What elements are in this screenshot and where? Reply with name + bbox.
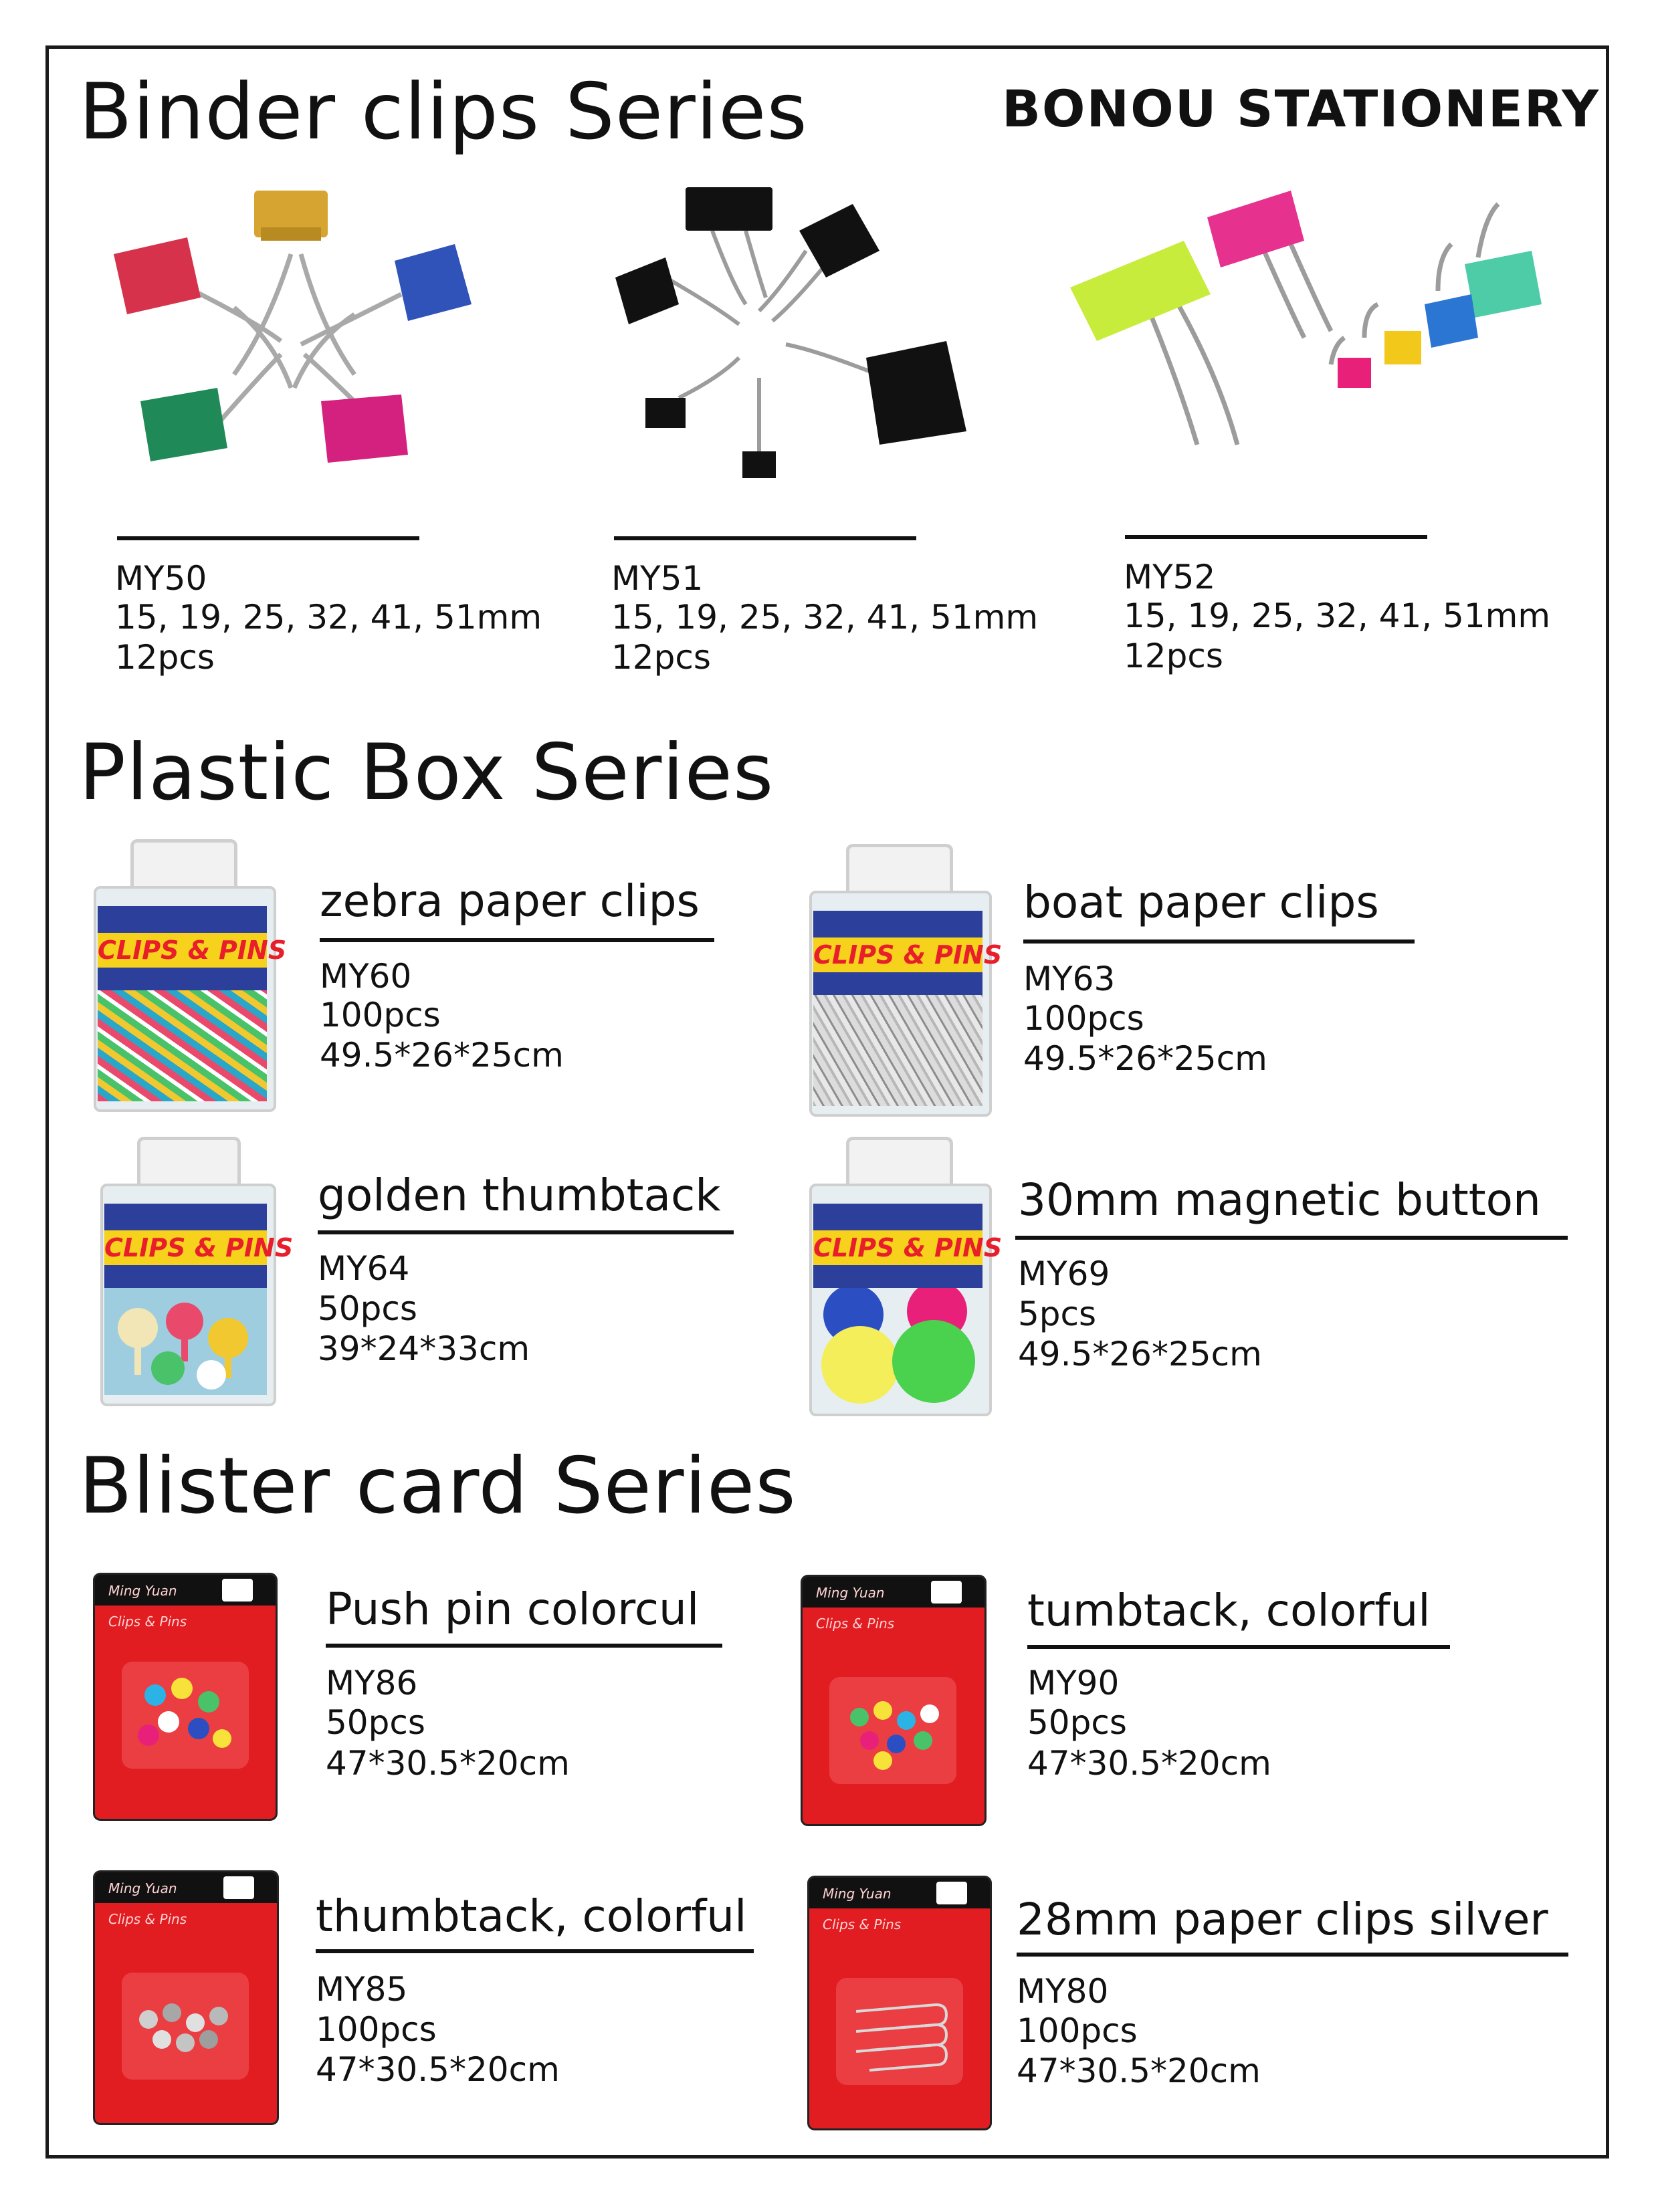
product-rule	[1023, 939, 1415, 944]
product-name: 30mm magnetic button	[1018, 1174, 1541, 1226]
package-label: CLIPS & PINS	[104, 1233, 294, 1262]
product-qty: 12pcs	[115, 638, 215, 677]
product-qty: 100pcs	[316, 2010, 437, 2049]
product-rule	[316, 1949, 754, 1953]
product-size: 39*24*33cm	[318, 1329, 530, 1368]
boat-clips-package-image	[809, 844, 1003, 1111]
product-rule	[1017, 1953, 1568, 1957]
product-rule	[1125, 535, 1427, 539]
colorful-binder-clips-image	[100, 174, 482, 508]
product-qty: 5pcs	[1018, 1295, 1097, 1333]
card-brand: Ming Yuan	[823, 1886, 892, 1902]
blister-section-title: Blister card Series	[79, 1441, 797, 1531]
product-rule	[320, 938, 714, 942]
product-sizes: 15, 19, 25, 32, 41, 51mm	[115, 598, 542, 637]
product-qty: 100pcs	[1017, 2011, 1138, 2050]
magnetic-button-package-image	[809, 1137, 1003, 1411]
brand-name: BONOU STATIONERY	[1002, 79, 1600, 138]
neon-binder-clips-image	[1063, 177, 1585, 471]
thumbtack-blister-image	[95, 1872, 277, 2123]
product-size: 47*30.5*20cm	[1027, 1744, 1271, 1783]
product-rule	[1027, 1645, 1450, 1649]
package-label: CLIPS & PINS	[813, 940, 1003, 970]
binder-section-title: Binder clips Series	[79, 67, 808, 157]
product-size: 49.5*26*25cm	[1018, 1335, 1262, 1373]
push-pin-blister-image	[95, 1575, 276, 1819]
product-rule	[318, 1230, 734, 1234]
product-qty: 12pcs	[1124, 637, 1223, 675]
product-rule	[614, 536, 916, 540]
product-name: 28mm paper clips silver	[1017, 1894, 1548, 1945]
plastic-section-title: Plastic Box Series	[79, 728, 774, 818]
product-qty: 50pcs	[326, 1703, 425, 1742]
package-label: CLIPS & PINS	[98, 935, 287, 965]
product-name: tumbtack, colorful	[1027, 1585, 1431, 1636]
product-rule	[1015, 1236, 1568, 1240]
product-code: MY51	[611, 559, 704, 598]
product-size: 47*30.5*20cm	[326, 1744, 570, 1783]
product-name: Push pin colorcul	[326, 1583, 700, 1635]
card-label: Clips & Pins	[108, 1614, 187, 1630]
card-label: Clips & Pins	[108, 1911, 187, 1927]
card-brand: Ming Yuan	[108, 1880, 177, 1896]
product-name: thumbtack, colorful	[316, 1890, 747, 1942]
product-sizes: 15, 19, 25, 32, 41, 51mm	[1124, 596, 1551, 635]
product-code: MY50	[115, 559, 207, 598]
product-qty: 12pcs	[611, 638, 711, 677]
product-qty: 100pcs	[320, 996, 441, 1034]
product-size: 49.5*26*25cm	[1023, 1039, 1267, 1078]
product-sizes: 15, 19, 25, 32, 41, 51mm	[611, 598, 1039, 637]
product-name: boat paper clips	[1023, 877, 1379, 928]
card-label: Clips & Pins	[823, 1916, 902, 1932]
product-size: 47*30.5*20cm	[1017, 2052, 1261, 2090]
product-qty: 100pcs	[1023, 999, 1144, 1038]
product-code: MY80	[1017, 1972, 1109, 2011]
product-size: 47*30.5*20cm	[316, 2050, 560, 2089]
zebra-clips-package-image	[94, 839, 287, 1107]
product-rule	[117, 536, 419, 540]
product-code: MY69	[1018, 1254, 1110, 1293]
golden-thumbtack-package-image	[100, 1137, 294, 1401]
card-brand: Ming Yuan	[816, 1585, 885, 1601]
paper-clips-blister-image	[809, 1878, 990, 2128]
black-binder-clips-image	[605, 177, 980, 505]
product-size: 49.5*26*25cm	[320, 1036, 564, 1075]
product-code: MY63	[1023, 960, 1116, 998]
product-name: zebra paper clips	[320, 875, 700, 927]
card-brand: Ming Yuan	[108, 1583, 177, 1599]
product-code: MY90	[1027, 1664, 1120, 1702]
product-code: MY64	[318, 1249, 410, 1288]
product-name: golden thumbtack	[318, 1170, 721, 1221]
tumbtack-blister-image	[803, 1577, 985, 1824]
product-rule	[326, 1644, 722, 1648]
product-code: MY52	[1124, 558, 1216, 596]
product-qty: 50pcs	[318, 1289, 417, 1328]
card-label: Clips & Pins	[816, 1616, 895, 1632]
package-label: CLIPS & PINS	[813, 1233, 1003, 1262]
product-qty: 50pcs	[1027, 1703, 1127, 1742]
product-code: MY85	[316, 1970, 408, 2009]
product-code: MY60	[320, 957, 412, 996]
product-code: MY86	[326, 1664, 418, 1702]
